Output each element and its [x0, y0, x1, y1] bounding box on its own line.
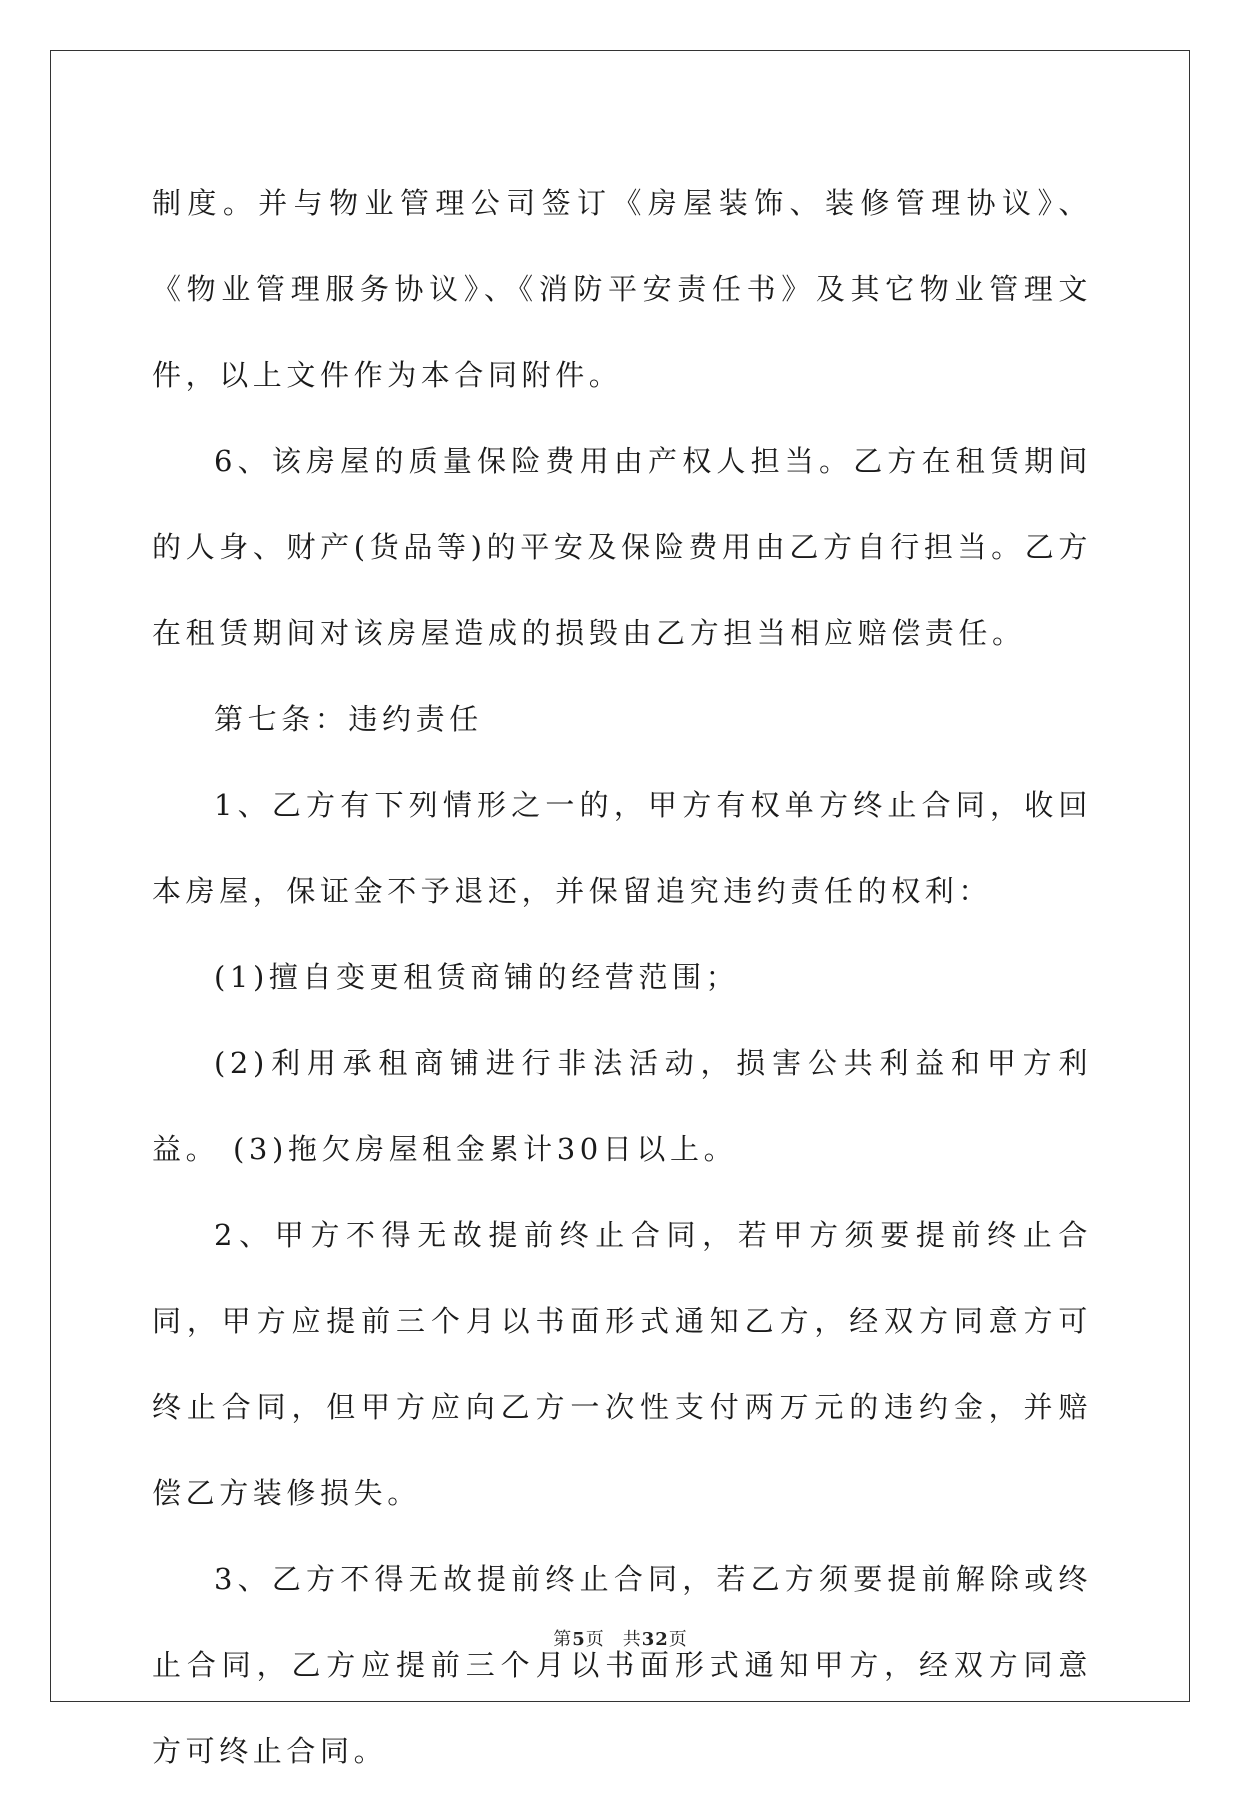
paragraph: 1、乙方有下列情形之一的，甲方有权单方终止合同，收回本房屋，保证金不予退还，并保留追究违约责任的权利： [152, 788, 1092, 908]
section-heading: 第七条：违约责任 [214, 702, 483, 736]
total-pages-number: 32 [641, 1629, 669, 1650]
paragraph: 制度。并与物业管理公司签订《房屋装饰、装修管理协议》、《物业管理服务协议》、《消防平安责任书》及其它物业管理文件，以上文件作为本合同附件。 [152, 186, 1092, 392]
list-item: (1)擅自变更租赁商铺的经营范围； [214, 960, 740, 994]
footer-total-prefix: 共 [622, 1629, 642, 1650]
footer-total-suffix: 页 [668, 1629, 688, 1650]
paragraph: 3、乙方不得无故提前终止合同，若乙方须要提前解除或终止合同，乙方应提前三个月以书面形式通知甲方，经双方同意方可终止合同。 [152, 1562, 1092, 1768]
paragraph: 2、甲方不得无故提前终止合同，若甲方须要提前终止合同，甲方应提前三个月以书面形式通知乙方，经双方同意方可终止合同，但甲方应向乙方一次性支付两万元的违约金，并赔偿乙方装修损失。 [152, 1218, 1092, 1510]
document-body [152, 160, 1092, 1794]
current-page-number: 5 [572, 1629, 586, 1650]
footer-prefix: 第 [553, 1629, 573, 1650]
footer-page-suffix: 页 [585, 1629, 605, 1650]
paragraph: 6、该房屋的质量保险费用由产权人担当。乙方在租赁期间的人身、财产(货品等)的平安及保险费用由乙方自行担当。乙方在租赁期间对该房屋造成的损毁由乙方担当相应赔偿责任。 [152, 444, 1092, 650]
page-footer [0, 1625, 1241, 1651]
list-item: (2)利用承租商铺进行非法活动，损害公共利益和甲方利益。 (3)拖欠房屋租金累计30日以上。 [152, 1046, 1092, 1166]
